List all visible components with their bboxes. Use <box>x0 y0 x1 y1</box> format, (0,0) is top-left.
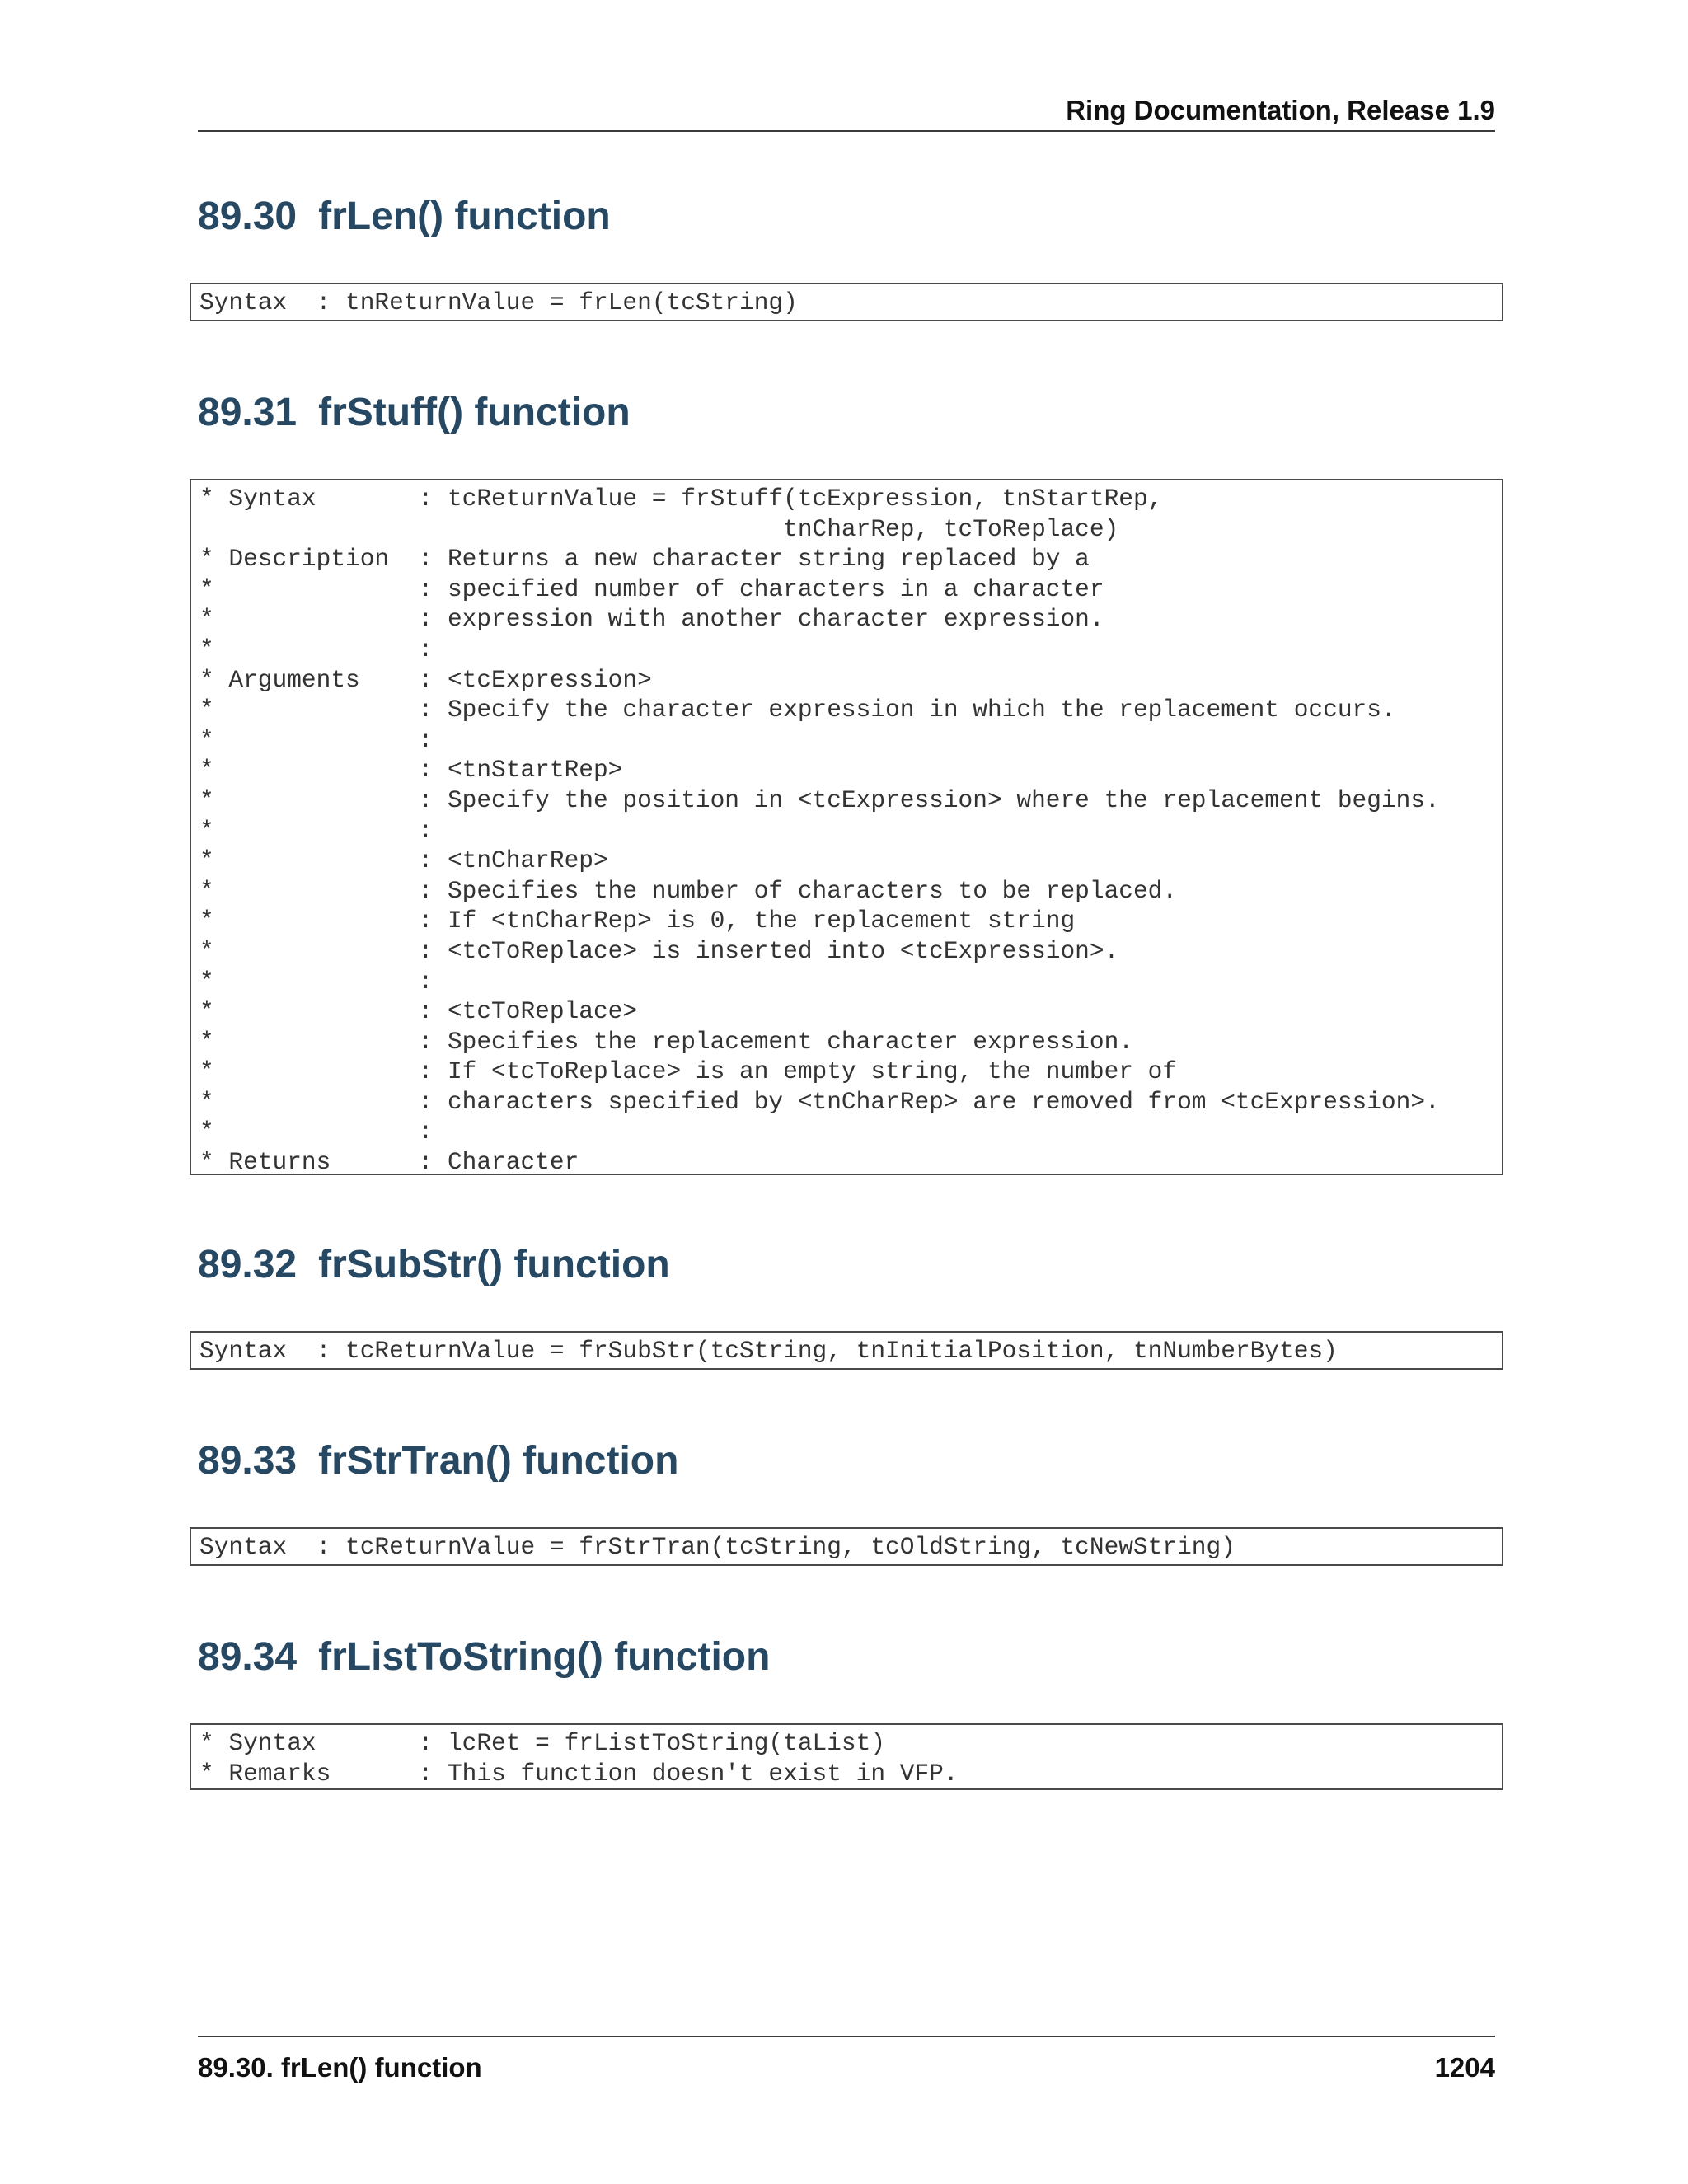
code-block-frlen: Syntax : tnReturnValue = frLen(tcString) <box>190 283 1503 321</box>
section-number: 89.31 <box>198 391 298 434</box>
section-title: frStuff() function <box>318 391 631 434</box>
section-heading-89-30 <box>198 192 611 241</box>
section-title: frListToString() function <box>318 1635 771 1679</box>
code-block-frstrtran: Syntax : tcReturnValue = frStrTran(tcString, tcOldString, tcNewString) <box>190 1527 1503 1566</box>
code-block-frlisttostring: * Syntax : lcRet = frListToString(taList) * Remarks : This function doesn't exist in VFP. <box>190 1723 1503 1790</box>
section-title: frLen() function <box>318 194 611 238</box>
section-title: frSubStr() function <box>318 1243 670 1286</box>
section-number: 89.30 <box>198 194 298 238</box>
section-number: 89.34 <box>198 1635 298 1679</box>
section-title: frStrTran() function <box>318 1439 679 1483</box>
code-block-frstuff: * Syntax : tcReturnValue = frStuff(tcExpression, tnStartRep, tnCharRep, tcToReplace) * Description : Returns a new character string replaced by a * : specified number of characters in a character * : expression with another character expression. * : * Arguments : <tcExpression> * : Specify the character expression in which the replacement occurs. * : * : <tnStartRep> * : Specify the position in <tcExpression> where the replacement begins. * : * : <tnCharRep> * : Specifies the number of characters to be replaced. * : If <tnCharRep> is 0, the replacement string * : <tcToReplace> is inserted into <tcExpression>. * : * : <tcToReplace> * : Specifies the replacement character expression. * : If <tcToReplace> is an empty string, the number of * : characters specified by <tnCharRep> are removed from <tcExpression>. * : * Returns : Character <box>190 479 1503 1175</box>
footer-section-label: 89.30. frLen() function <box>198 2052 482 2083</box>
section-heading-89-33 <box>198 1436 678 1486</box>
section-number: 89.32 <box>198 1243 298 1286</box>
running-footer <box>198 2036 1495 2083</box>
page-number: 1204 <box>1434 2052 1495 2083</box>
section-heading-89-32 <box>198 1240 670 1290</box>
section-number: 89.33 <box>198 1439 298 1483</box>
code-block-frsubstr: Syntax : tcReturnValue = frSubStr(tcString, tnInitialPosition, tnNumberBytes) <box>190 1331 1503 1370</box>
running-header: Ring Documentation, Release 1.9 <box>198 91 1495 132</box>
section-heading-89-31 <box>198 388 631 438</box>
section-heading-89-34 <box>198 1633 770 1682</box>
